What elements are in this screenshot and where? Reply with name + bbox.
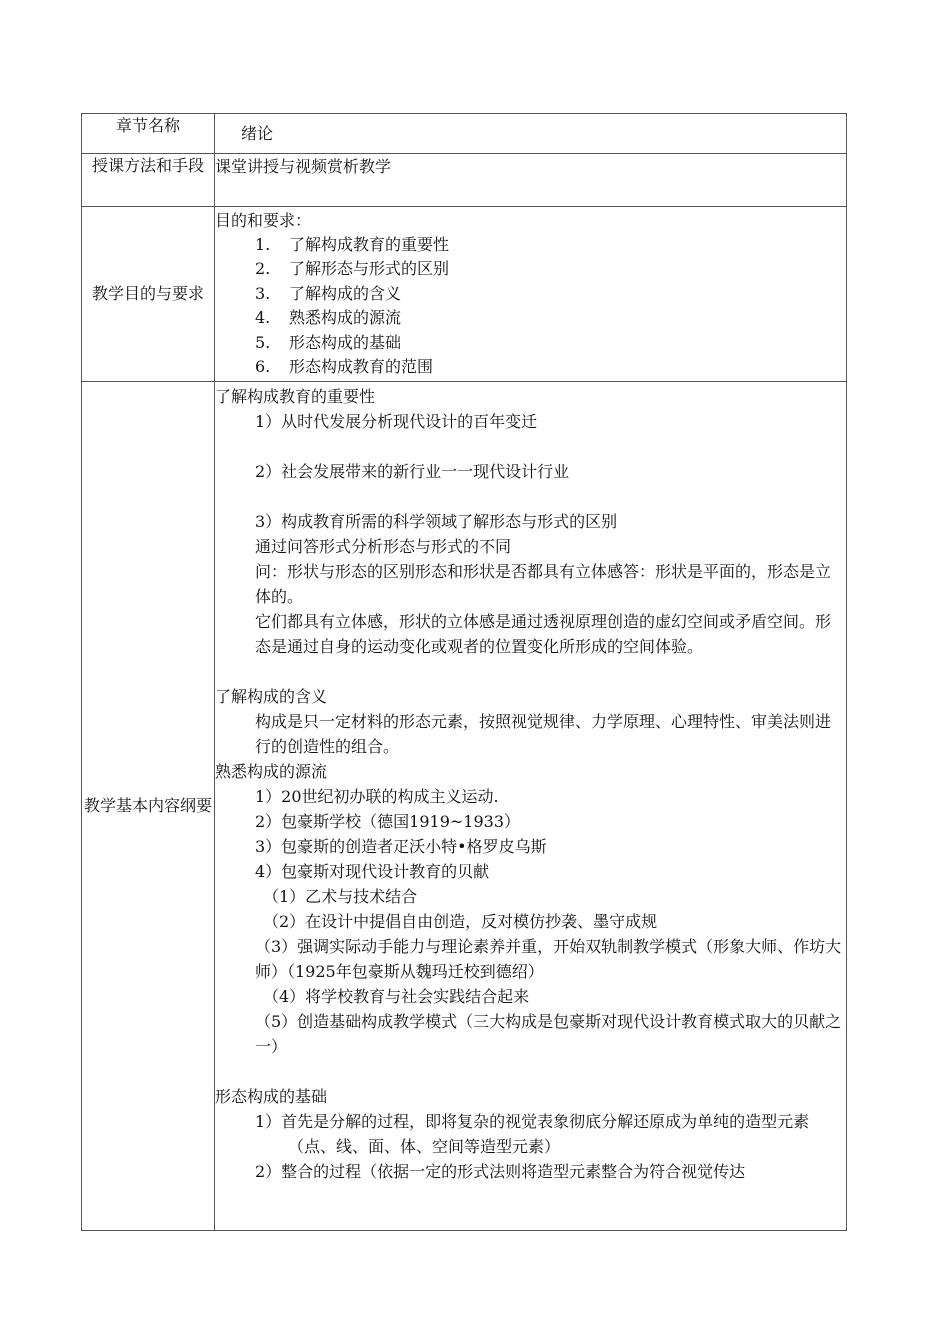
goal-item bbox=[255, 331, 846, 355]
method-label: 授课方法和手段 bbox=[82, 154, 215, 207]
outline-line: 1）首先是分解的过程，即将复杂的视觉表象彻底分解还原成为单纯的造型元素（点、线、面、体、空间等造型元素） bbox=[255, 1112, 810, 1156]
goal-number: 6. bbox=[255, 357, 271, 377]
goals-list bbox=[215, 233, 846, 379]
chapter-cell bbox=[215, 114, 847, 154]
section-heading: 熟悉构成的源流 bbox=[215, 762, 328, 781]
chapter-label: 章节名称 bbox=[82, 114, 215, 154]
outline-subline: （4）将学校教育与社会实践结合起来 bbox=[263, 987, 530, 1006]
goal-number: 1. bbox=[255, 235, 271, 254]
method-cell bbox=[215, 154, 847, 207]
outline-line: 3）构成教育所需的科学领域了解形态与形式的区别 bbox=[255, 512, 618, 531]
goal-text: 了解构成教育的重要性 bbox=[289, 235, 450, 254]
course-plan-table bbox=[81, 113, 847, 1231]
goals-label: 教学目的与要求 bbox=[82, 207, 215, 382]
goal-text: 熟悉构成的源流 bbox=[289, 308, 402, 328]
outline-paragraph: 构成是只一定材料的形态元素，按照视觉规律、力学原理、心理特性、审美法则进行的创造性的组合。 bbox=[255, 712, 832, 756]
goal-text: 了解形态与形式的区别 bbox=[289, 259, 450, 279]
goals-heading: 目的和要求： bbox=[215, 211, 312, 230]
outline-line: 2）包豪斯学校（德国1919~1933） bbox=[255, 812, 521, 831]
chapter-value: 绪论 bbox=[241, 124, 274, 143]
chapter-row bbox=[82, 114, 847, 154]
goal-text: 了解构成的含义 bbox=[289, 283, 402, 303]
outline-line: 1）20世纪初办联的构成主义运动. bbox=[255, 787, 499, 806]
goal-item bbox=[255, 306, 846, 330]
outline-subline: （5）创造基础构成教学模式（三大构成是包豪斯对现代设计教育模式取大的贝献之一） bbox=[255, 1012, 842, 1056]
outline-row bbox=[82, 382, 847, 1231]
section-heading: 了解构成的含义 bbox=[215, 687, 328, 706]
goal-item bbox=[255, 282, 846, 306]
outline-line: 通过问答形式分析形态与形式的不同 bbox=[255, 537, 512, 556]
goal-number: 3. bbox=[255, 283, 271, 303]
section-heading: 了解构成教育的重要性 bbox=[215, 387, 376, 406]
outline-line: 1）从时代发展分析现代设计的百年变迁 bbox=[255, 412, 538, 431]
outline-line: 2）社会发展带来的新行业一一现代设计行业 bbox=[255, 462, 570, 481]
goal-item bbox=[255, 355, 846, 379]
method-value: 课堂讲授与视频赏析教学 bbox=[215, 157, 392, 176]
goal-text: 形态构成的基础 bbox=[289, 332, 402, 352]
method-row bbox=[82, 154, 847, 207]
goal-number: 4. bbox=[255, 308, 271, 328]
outline-line: 2）整合的过程（依据一定的形式法则将造型元素整合为符合视觉传达 bbox=[255, 1162, 746, 1181]
outline-subline: （1）乙术与技术结合 bbox=[263, 887, 418, 906]
outline-paragraph: 它们都具有立体感，形状的立体感是通过透视原理创造的虚幻空间或矛盾空间。形态是通过自身的运动变化或观者的位置变化所形成的空间体验。 bbox=[255, 612, 832, 656]
outline-line: 3）包豪斯的创造者疋沃小特•格罗皮乌斯 bbox=[255, 837, 547, 856]
goal-text: 形态构成教育的范围 bbox=[289, 357, 434, 377]
section-heading: 形态构成的基础 bbox=[215, 1087, 328, 1106]
goals-cell bbox=[215, 207, 847, 382]
outline-text bbox=[215, 382, 846, 1184]
goals-row bbox=[82, 207, 847, 382]
outline-paragraph: 问：形状与形态的区别形态和形状是否都具有立体感答：形状是平面的，形态是立体的。 bbox=[255, 562, 832, 606]
outline-label: 教学基本内容纲要 bbox=[82, 382, 215, 1231]
outline-cell bbox=[215, 382, 847, 1231]
goal-item bbox=[255, 233, 846, 257]
outline-line: 4）包豪斯对现代设计教育的贝献 bbox=[255, 862, 490, 881]
outline-subline: （3）强调实际动手能力与理论素养并重，开始双轨制教学模式（形象大师、作坊大师）（1925年包豪斯从魏玛迁校到德绍） bbox=[255, 937, 842, 981]
goal-number: 5. bbox=[255, 332, 271, 352]
outline-subline: （2）在设计中提倡自由创造，反对模仿抄袭、墨守成规 bbox=[263, 912, 658, 931]
goal-item bbox=[255, 257, 846, 281]
goal-number: 2. bbox=[255, 259, 271, 279]
